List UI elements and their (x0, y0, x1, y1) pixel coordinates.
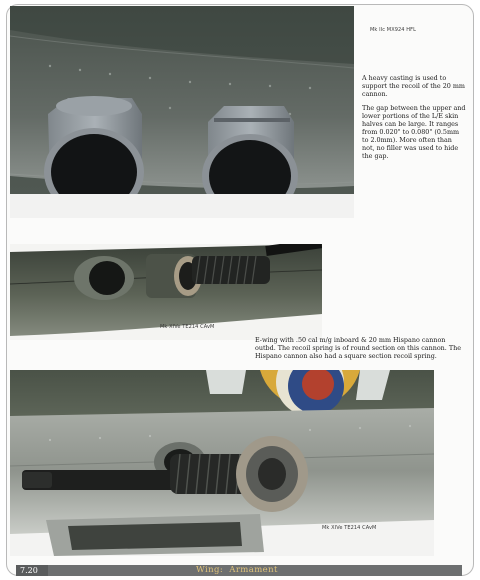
section-title: Wing: Armament (196, 565, 278, 575)
text-ewing: E-wing with .50 cal m/g inboard & 20 mm Hispano cannon outbd. The recoil spring is of round section on this cannon. The Hispano cannon also had a square section recoil spring. (255, 336, 462, 360)
text-gap: The gap between the upper and lower portions of the L/E skin halves can be large. It ranges from 0.020" to 0.080" (0.5mm to 2.0mm). More often than not, no filler was used to hide the gap. (362, 104, 466, 160)
text-casting: A heavy casting is used to support the recoil of the 20 mm cannon. (362, 74, 465, 98)
caption-middle: Mk XIVe TE214 CAvM (160, 324, 215, 330)
caption-top: Mk IIc MX924 HFL (370, 27, 416, 33)
caption-bottom: Mk XIVe TE214 CAvM (322, 525, 377, 531)
machine-gun-port (74, 256, 134, 300)
photo-top-cannon-fairings (10, 6, 354, 218)
page-number: 7.20 (20, 566, 38, 575)
